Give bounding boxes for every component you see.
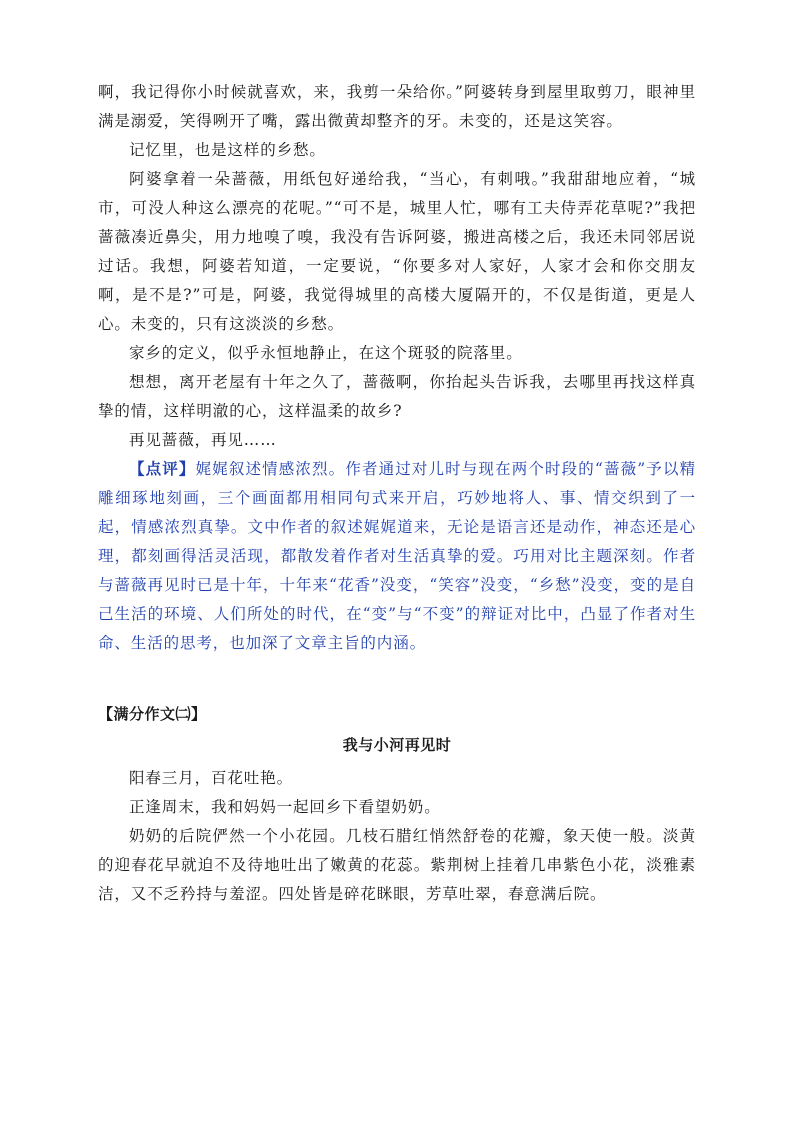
paragraph: 再见蔷薇，再见…… <box>129 431 277 449</box>
paragraph: 啊，我记得你小时候就喜欢，来，我剪一朵给你。”阿婆转身到屋里取剪刀，眼神里满是溺爱，笑得咧开了嘴，露出微黄却整齐的牙。未变的，还是这笑容。 <box>98 83 696 130</box>
paragraph: 奶奶的后院俨然一个小花园。几枝石腊红悄然舒卷的花瓣，象天使一般。淡黄的迎春花早就迫不及待地吐出了嫩黄的花蕊。紫荆树上挂着几串紫色小花，淡雅素洁，又不乏矜持与羞涩。四处皆是碎花眯眼，芳草吐翠，春意满后院。 <box>98 827 696 903</box>
section-heading: 【满分作文㈡】 <box>98 705 207 723</box>
paragraph: 正逢周末，我和妈妈一起回乡下看望奶奶。 <box>129 798 441 816</box>
comment-text: 娓娓叙述情感浓烈。作者通过对儿时与现在两个时段的“蔷薇”予以精雕细琢地刻画，三个画面都用相同句式来开启，巧妙地将人、事、情交织到了一起，情感浓烈真挚。文中作者的叙述娓娓道来，无论是语言还是动作，神态还是心理，都刻画得活灵活现，都散发着作者对生活真挚的爱。巧用对比主题深刻。作者与蔷薇再见时已是十年，十年来“花香”没变，“笑容”没变，“乡愁”没变，变的是自己生活的环境、人们所处的时代，在“变”与“不变”的辩证对比中，凸显了作者对生命、生活的思考，也加深了文章主旨的内涵。 <box>98 460 696 652</box>
paragraph: 阳春三月，百花吐艳。 <box>129 769 294 787</box>
comment-tag: 【点评】 <box>129 460 196 478</box>
comment-paragraph <box>98 455 696 658</box>
paragraph: 家乡的定义，似乎永恒地静止，在这个斑驳的院落里。 <box>129 344 523 362</box>
document-page <box>98 78 696 909</box>
paragraph: 记忆里，也是这样的乡愁。 <box>129 141 326 159</box>
paragraph: 阿婆拿着一朵蔷薇，用纸包好递给我，“当心，有刺哦。”我甜甜地应着，“城市，可没人种这么漂亮的花呢。”“可不是，城里人忙，哪有工夫侍弄花草呢?”我把蔷薇凑近鼻尖，用力地嗅了嗅，我没有告诉阿婆，搬进高楼之后，我还未同邻居说过话。我想，阿婆若知道，一定要说，“你要多对人家好，人家才会和你交朋友啊，是不是?”可是，阿婆，我觉得城里的高楼大厦隔开的，不仅是街道，更是人心。未变的，只有这淡淡的乡愁。 <box>98 170 696 333</box>
essay-title: 我与小河再见时 <box>342 736 452 754</box>
paragraph: 想想，离开老屋有十年之久了，蔷薇啊，你抬起头告诉我，去哪里再找这样真挚的情，这样明澈的心，这样温柔的故乡? <box>98 373 696 420</box>
